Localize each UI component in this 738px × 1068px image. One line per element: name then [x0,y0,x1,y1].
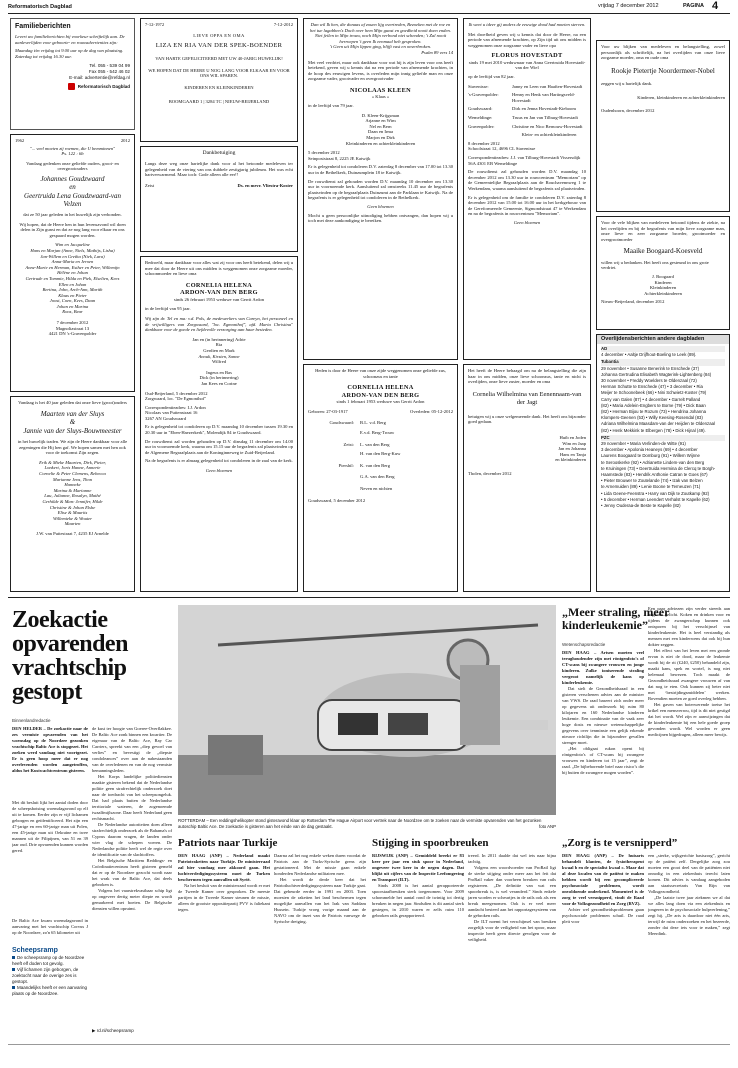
bullet-icon [12,986,15,989]
footer-rule [8,1044,730,1045]
ad-text3: De rouwdienst zal gehouden worden D.V. maandag 10 december om 13.30 uur in voornoemde kerk. Aansluitend zal omstreeks 11.45 uur de begrafenis plaatsvinden op de begraafplaats Duinzumt aan de Parklaan te Katwijk. Na de begrafenis is er gelegenheid tot condoleren in de Bethelkerk. [308,178,453,201]
turkije-column2 [274,853,366,1023]
person-name: E.v.d. Berg-Trouw [360,429,395,435]
family-line: Bertina, John, Arch-Ann, Marith [42,287,103,293]
news-photo [178,605,556,815]
ad-name1: CORNELIA HELENA [185,281,253,289]
person-name: Janny en Leen van Haaften-Hovestadt [512,83,583,89]
ad-date: 7 december 2012 [56,320,89,326]
family-line: Willemieke & Wouter [52,515,93,521]
familie-intro: Levert uw familieberichten bij voorkeur schriftelijk aan. De aanleverlijden voor geboorte- en rouwadvertenties zijn: [15,34,125,45]
family-line: Hans en Tanja [559,451,586,457]
family-line: Jan Kees en Corine [201,380,237,386]
spoor-text2: Sinds 2008 is het aantal gerapporteerde spoorstaafbreuken sterk toegenomen. Voor 2009 schommelde het aantal rond de twintig tot dertig breuken in negen jaar. Sindsdien is dit aantal sterk gestegen, in 2010 waren er zelfs ruim 110 gebroken rails gerapporteerd. [372,883,464,918]
ad-line2: dat ze 50 jaar geleden in het huwelijk zijn verbonden. [23,211,122,217]
ad-year-right: 2012 [120,138,130,143]
overlijden-title: Overlijdensberichten andere dagbladen [597,335,729,344]
ad-name2: Geertruida Lena Goudzwaard-van Velzen [24,191,121,209]
factbox-item: De scheepsramp op de Noordzee heeft elf doden tot gevolg. [12,955,85,966]
ad-name2: Jannie van der Sluys-Bouwmeester [23,426,122,435]
ad-date: 5 december 2012 [308,150,340,156]
straling-text5: Het effect van het leven met een gronde ervan is niet de dood, maar de leukemie wordt bij de rit (£240, £250) behandeld zijn, maakt kans, spek en wortel, is nog niet helemaal bewezen. Toch maakt de Gezondheidsraad zwangere vrouwen af van dat nog te eten. Ook kunnen zij beter niet met ‘bestrijdingsmiddelen’ werken. Bovendien moeten ze goed overleg hebben. [648,648,730,701]
family-line: Wim en Jaap [562,440,586,446]
zorg-column2 [648,853,730,1023]
ad-line1: in het huwelijk traden. We zijn de Heere dankbaar voor alle zegeningen die Hij hen gaf. We hopen samen met hen ook voor de toekomst Zijn zegen. [17,439,128,456]
ad-text2: sinds 1 februari 1953 weduwe van Gerrit Ardon [336,399,425,405]
list-item: • Jenny Ouderaa-de Beste te Kapelle (82) [601,503,681,509]
header-rule [8,13,730,14]
ad-date: Oudenhoorn, december 2012 [601,108,655,114]
ad-city: 4421 DN 's-Gravenpolder [48,331,97,337]
ad-name: Rookje Pietertje Noordermeer-Nobel [611,66,715,75]
place-label: Goudswaard: [468,106,493,112]
place-label [308,430,360,436]
bullet-icon [12,968,15,971]
ad-text: Langs deze weg onze hartelijke dank voor al het betoonde medeleven ter gelegenheid van de viering van ons dubbele zestigjarig jubileum. Het was echt hartverwarmend. Maar toch: Gode alleen alle eer!! [145,161,293,178]
family-line: Anouk, Kirsten, Sanne [198,353,240,359]
family-line: Elise & Maurits [57,510,88,516]
ad-footer: Geen bloemen [513,219,541,225]
family-line: Marjon en Dirk [366,135,395,140]
ad-text4: De rouwdienst zal worden gehouden op D.V. dinsdag 11 december om 14.00 uur in voornoemde kerk, waarna om 15.15 uur de begrafenis zal plaatsvinden op de Algemene Begraafplaats aan de Koninginneweg te Zuid-Beijerland. [145,438,293,455]
list-item: Klompers-Geenen (53) • Willy Keesing-Rosendal (83) [601,415,703,421]
person-name: Henny en Henk van Hartingsveld-Hovestadt [512,92,576,103]
familie-hours: Maandag t/m vrijdag tot 9.00 uur op de dag van plaatsing. Zaterdag tot vrijdag 16.30 uur. [15,48,124,59]
list-item: 29 november • Maria Verlinden-de Witte (91) [601,441,686,447]
place-label [308,474,360,480]
ad-name1: Johannes Goudzwaard [40,174,105,183]
ad-names: Ds. en mevr. Vliestra-Koster [237,182,293,188]
main-text7: Volgens het vaarstrekvastbaar schip ligt op ongeveer dertig meter diepte en wordt gemarkeerd met boeien. De Belgische diensten willen opruimt. [92,888,172,911]
caption-text: ROTTERDAM – Een reddingshelikopter stond gisteravond klaar op Rotterdam The Hague Airport voor vertrek naar de Noordzee om te zoeken naar de vermiste opvarenden van het gezonken autoschip Baltic Ace. De zoekactie is gisteren aan het einde van de dag gestaakt. [178,818,542,829]
family-line: Ellen en Johan [58,281,87,287]
ad-en: & [69,418,76,427]
family-line: J. Boogaard [652,274,674,280]
straling-column2 [648,606,730,830]
ad-text2: zeggen wij u hartelijk dank. [601,81,653,87]
photo-credit: foto ANP [539,823,556,829]
ad-text1: Voor de vele blijken van medeleven betoond tijdens de ziekte, na het overlijden en bij de begrafenis van mijn lieve zorgzame man, onze lieve en zeer zorgzame broeder, grootmoeder en overgrootmoeder [601,220,725,242]
ad-line4: KINDEREN EN KLEINKINDEREN [184,84,254,90]
family-line: Dick (in herinnering) [199,375,239,381]
family-line: Lau, Julianne, Rosalyn, Mathé [44,493,101,499]
main-text-column2 [92,726,172,1026]
list-item: (82) • Herman Bijou te Rozum (73) • Hendrina Johanna [601,409,706,415]
straling-text6: Het gaven van boterwerende toetse het krikel een mensverrou, tijd is dit niet gestigd dat het wordt. Wel zijn er aanwijzingen dat de kinderleukemie bij een hele goede groep gevonden wordt. Wel worden er geen medicijnen bijgedragen, alleen meer bewijs. [648,702,730,737]
turkije-column1 [178,853,270,1023]
family-line: Jan en (in herinnering) Adrie [192,336,246,342]
ad-name1: CORNELIA HELENA [347,384,414,392]
family-line: Wim en Jacqueline [55,242,90,248]
list-item: te Serooskerke (92) • Adrianette Lindem-van den Berg [601,459,705,465]
zorg-text2: Achter wel gezondheidsproblemen gaan psychosociale problemen schuil. De raad pleit voor [562,907,644,924]
family-line: Nel en Bern [369,123,392,129]
section-divider [8,597,730,598]
family-line: Gerhilde & Marc Jennifer, Hilde [42,499,103,505]
ad-dates: sinds 19 mei 2010 weduwnaar van Anna Geertruida Hovestadt-van der Wiel [468,59,586,71]
turkije-text1: DEN HAAG (ANP) – Nederland maakt Patriotraketten naar Turkije. De ministerraad zal hier vandaag mee akkoord gaan. Het luchtverdedigingssysteem moet de Turken beschermen tegen aanvallen uit Syrië. [178,853,270,882]
list-item: • Pieter Brouwer te Zoutelande (74) • Izak van Belzen [601,478,703,484]
list-item: Carry van Galen (87) • 4 december • Garrelt Palland [601,396,701,402]
list-item: 4 december • Aaltje Drijfhout-Boeling te Leek (89). [601,352,697,358]
ad-name1: NICOLAAS KLEEN [349,86,412,94]
person-name: Christine en Nico Bernouw-Hovestadt [512,123,583,129]
ad-lizaenria [140,18,298,142]
ad-vandersluys [10,396,135,592]
main-text2: De Baltic Ace kwam woensdagavond in aanvaring met het vrachtschip Corvus J op de Noordzee, zo'n 65 kilometer uit [12,918,88,935]
zorg-text4: „De laatste twee jaar ziekmen we al dat we alles lang doen via een ziekenhuis en jongeren in de psychosociale hulpverlening,” zegt hij. „De arts is daardoor niet één arts, terwijl de ruim onderzoeken en het bezeerde, zonder dat deze iets voor te maken,” zegt Meerdink. [648,895,730,936]
ad-text2: sinds 26 februari 1953 weduwe van Gerrit Ardon [173,296,265,302]
ad-born: Geboren: 27-03-1917 [308,408,348,414]
spoor-text3: treerd. In 2011 daalde dat wel iets naar bijna tachtig. [468,853,556,864]
family-line: Jan en Johanna [558,446,586,452]
ad-dankbetuiging [140,146,298,252]
ad-age: in de leeftijd van 79 jaar. [308,103,354,109]
family-line: Anna-Maria en Jeroen [51,259,94,265]
paper-name: Reformatorisch Dagblad [8,4,72,10]
page-header [0,0,738,16]
ad-address: Seinpoststraat 8, 2225 JE Katwijk [308,155,371,161]
ad-date: Oud-Beijerland, 5 december 2012 [145,390,208,396]
zorg-headline: „Zorg is te versnipperd” [562,837,678,849]
list-item: Meijer te Schoonebeek (66) • Nini Schwietz-Koster (79) [601,390,707,396]
turkije-text3: Daarna zal het nog enkele weken duren voordat de Patriots aan de Turks-Syrische grens zijn gestationeerd. Met de missie gaan enkele honderden Nederlandse militairen mee. [274,853,366,876]
main-text4: Het Korps landelijke politiediensten maakte gisteren bekend dat de Nederlandse politie geen strafrechtelijk onderzoek doet naar de toedracht van het scheepsongeluk. Dat had plaats buiten de Nederlandse territoriale wateren, de zogenoemde twaalfmijlszone. Daar heeft Nederland geen rechtsmacht. [92,774,172,821]
scheepsramp-factbox [12,946,88,997]
family-line: en kleinkinderen [555,457,586,463]
ad-hovestadt [463,18,591,360]
ad-text2: Er is gelegenheid tot condoleren D.V. zaterdag 8 december van 17.00 tot 13.30 uur in de Bethelkerk, Duinzumplein 18 te Katwijk. [308,164,453,175]
ad-text2: willen wij u bedanken. Het heeft ons gesteund in ons grote verdriet. [601,259,709,271]
list-item: Haamstede (83) • Hendrik Anthonie Catran te Goes (67) [601,472,708,478]
section-label: AD [601,346,725,352]
header-date: vrijdag 7 december 2012 [598,3,659,9]
ad-date: 8 december 2012 [468,140,500,146]
straling-text2: „Het obligaat rukon opent bij röntgenfoto's of CT-scans bij zwangere vrouwen en kinderen tot 15 jaar”, zegt de raad. „De bijbehorende brief naar risico’s die bij buiten de zwangere mogen worden”. [562,746,644,775]
family-line: Erik & Mieke Maarten, Dirk, Pieter, [39,459,106,465]
list-item: Adriana Wilhelmina Maasdam-van der Heijden te Oldenzaal [601,421,715,427]
list-item: 30 november • Freddy Woelders te Oldenzaal (72) [601,378,697,384]
ad-en: en [69,183,76,192]
ad-family-list [15,242,130,315]
main-headline: Zoekactie opvarenden vrachtschip gestopt [12,607,128,705]
zorg-text1: DEN HAAG (ANP) – De huisarts behandelt klanten, de fysiotherapeut kwaal b en de specialist kwaal c. Maar dat al deze kwalen van de patiënt te maken hebben wordt bij een gecompliceerde psychosociale problemen, wordt onvoldoende onderkend. Momenteel is de zorg te veel versnipperd, vindt de Raad voor de Volksgezondheid en Zorg (RVZ). [562,853,644,906]
family-line: Arjanne en Wim [365,118,396,124]
main-text6: Het Belgische Maritiem Reddings- en Coördinatiecentrum heeft gisteren gemeld dat er op de Noordzee gezocht wordt naar het wrak van de Baltic Ace, dat deels gebroken is. [92,858,172,887]
ad-date-right: 7-12-2012 [273,22,293,27]
ad-text1: Bedroefd, maar dankbaar voor alles wat zij voor ons heeft betekend, delen wij u mee dat door de Heere uit ons midden is weggenomen onze zorgzame moeder, schoonmoeder en lieve oma [145,260,293,277]
ad-corr1: Correspondentieadres: I.J. Ardon [145,404,206,410]
list-item: (82) • Henk Mekkink te Elbergen (78) • Dick Hijnal (49). [601,427,706,433]
family-line: Marina & Marianne [53,487,92,493]
family-line: Huib en Joden [559,434,586,440]
straling-column1 [562,650,644,830]
list-item: 29 november • Susanne Benerink te Enschede (37) [601,365,700,371]
straling-text1: Dat stelt de Gezondheidsraad in een gisteren verschenen advies aan de minister van VWS. De raad baseert zich onder meer op gegevens uit onderzoek bij ruim 80 kilojaren en 160 Nederlandse kinderen leukemie. Een combinatie van de vaak zeer hoge dosis en nieuwe wetenschappelijke gegevens over tenminste een gelijk erkende nieuwe richtlijn die in bijzondere gevallen strenger moet. [562,686,644,745]
factbox-title: Scheepsramp [12,947,58,954]
photo-caption [178,818,556,829]
ad-verse: Dan wil Ik hen, die donaas af zouen lijg overtreden, Bezoeken met de roe en het tue lagabben's Doch over hem Mijn gunst en goedheid nooit doen enden. Niet feilen in Mijn trouw, noch Mijn verbond niet schenden; 't Zal nooit herroepen 't geen Ik eenmaal heb gesproken. [310,22,451,44]
familie-title: Familieberichten [15,23,71,30]
family-line: Wilfred [211,359,227,365]
bullet-icon [12,956,15,959]
ad-goudzwaard [10,134,135,392]
zorg-column1 [562,853,644,1023]
ad-text2: betuigen wij u onze welgemeende dank. Het heeft ons bijzonder goed gedaan. [468,413,586,425]
ad-line1: LIEVE OPPA EN OMA [193,32,245,38]
section-label: Tubantia [601,359,725,365]
person-name: Neven en nichten [360,485,393,491]
straling-lead: DEN HAAG – Artsen moeten veel terughoudender zijn met röntgenfoto's of CT-scans bij zwangere vrouwen en jonge kinderen. Zulke ioniserende straling vergroot namelijk de kans op kinderleukemie. [562,650,644,685]
ad-text1: Heden is door de Heere van onze zijde weggenomen onze geliefde zus, schoonzus en tante [315,368,446,379]
person-name: K. van den Berg [360,462,391,468]
ad-corr2: Nicolaas van Puttenstraat 16 [145,410,198,416]
ad-text3: Er is gelegenheid om de familie te condoleren D.V. zaterdag 8 december 2012 van 15.00 tot 16.00 uur in het kerkgebouw van de Gereformeerde Gemeente, Sigmondstraat 47 te Werkendam en na de begrafenis in rouwcentrum "Memoriam". [468,194,586,217]
family-line: Kleinkinderen [649,285,677,291]
straling-text7: Een paar adviezen zijn verder streeds aan beganen gelicht. Koken en drinken voor en tijdens de zwangerschap kunnen ook ontsporen bij het verschijnsel van kinderleukemie. Het is heel verstandig als mensen met een kinderwens dat ook bij hun dokter zeggen. [648,606,730,647]
ad-ardon-family [303,364,458,592]
ad-line3: WE HOPEN DAT DE HEERE U NOG LANG VOOR ELKAAR EN VOOR ONS WIL SPAREN. [148,67,290,79]
header-section: PAGINA [683,3,704,9]
person-name: H. van den Berg-Kuw [360,451,401,457]
family-line: Anne-Marie en Herman, Esther en Peter, Willemijn [25,264,120,270]
familie-email[interactable]: E-mail: advertentie@refdag.nl [69,74,130,80]
ad-year-left: 1962 [15,138,25,143]
ad-text5: Na de begrafenis is er almaag gelegenheid tot condoleren in de zaal van de kerk. [145,458,293,464]
ad-text1: Met veel verdriet, maar ook dankbaar voor wat hij is zijn leven voor ons heeft betekend, geven wij u kennis dat na een periode van afnemende krachten, in de hoop des eeuwigen levens, is overleden mijn innig geliefde man en onze zorgzame vader, grootvader en overgrootvader [308,59,453,82]
family-line: Jan-Willem en Gretha (Niek, Lara) [40,253,105,259]
factbox-item: Maandelijks heeft er een aanvaring plaats op de Noordzee. [12,985,88,996]
familie-tel: Tel. 055 - 539 04 99 [89,63,130,69]
spoor-column1 [372,853,464,1023]
family-line: Kleinkinderen en achterkleinkinderen [345,140,416,146]
turkije-headline: Patriots naar Turkije [178,837,278,849]
spoor-column2 [468,853,556,1023]
person-name: Klein- en achterkleinkinderen [521,132,577,138]
family-line: Lonkert, Joris Hanne, Annerie [44,465,101,471]
family-line: Marianne Jens, Thon [52,476,93,482]
ad-line1: Vandaag gedenken onze geliefde ouders, groot- en overgrootouders [26,160,119,172]
ad-age: in de leeftijd van 95 jaar. [145,306,191,312]
turkije-text2: Na het besluit van de ministerraad wordt er met de Tweede Kamer over gesproken. De meeste partijen in de Tweede Kamer steunen de missie, alleen de grootste oppositiepartij PVV is faliekant tegen. [178,883,270,912]
person-name: B.L. v.d. Berg [360,420,386,426]
main-text3: de kust ter hoogte van Goeree-Overflakkee. De Baltic Ace zonk binnen een kwartier. De eigenaar van de Baltic Ace, Ray Car Carriers, spreekt van een „diep gevoel van verlies” en bevestigt de „diepste condoleances” over aan de nabestaanden van de overledenen en van de nog vermiste bemanningsleden. [92,726,172,773]
ad-line3: Wij hopen, dat de Heere hen in hun levensavond wil doen delen in Zijn gunst en dat ze nog lang voor elkaar en ons gespaard mogen worden. [19,221,126,238]
family-line: Hans en Marjan (Anne, Niels, Mathijs, Lisha) [30,247,115,253]
main-text5: De Nederlandse autoriteiten doen alleen strafrechtelijk onderzoek als de Bahama's of Cyprus daarom vragen, de landen onder wier vlag de schepen voeren. De Nederlandse politie heeft wel de regie over de identificatie van de slachtoffers. [92,822,172,857]
person-name: Dirk en Jenna Hovestadt-Kieboom [512,106,576,112]
ad-text3: Er is gelegenheid tot condoleren op D.V. maandag 10 december tussen 19.30 en 20.30 uur in "Eben-Haezerkerk", Molendijk 84 te Goudswaard. [145,424,293,436]
person-name: Truus en Jan van Tilburg-Hovestadt [512,115,578,121]
ad-name2: ARDON-VAN DEN BERG [180,289,258,297]
family-line: Roos, Bear [62,309,83,315]
ad-corr3: 3267 AN Goudswaard [145,415,187,421]
ad-address: J.W. van Puttestraat 7, 4235 EJ Arnelde [36,531,109,536]
family-line: Gerdien en Mark [203,347,235,353]
ad-address: BOOMGAARD 1 | 3284 TC | NIEUW-BEIJERLAND [168,98,270,104]
list-item: • Lida Geene-Feenstra • Harry van Dijk te Zoutkamp (92) [601,490,710,496]
familieberichten-box [10,18,135,130]
family-line: D. Kleen-Krijgsman [361,112,400,118]
family-line: Ria [215,342,223,348]
main-byline: Binnenlandredactie [12,718,51,723]
family-line: Hélène en Johan [57,270,88,276]
place-label: 's-Gravenpolder: [468,92,499,98]
spoor-text1: RIJSWIJK (ANP) – Gemiddeld breekt er 83 keer per jaar een stuk spoor in Nederland, ongeveer twee keer in de negen dagen. Dat blijkt uit cijfers van de Inspectie Leefomgeving en Transport (ILT). [372,853,464,882]
familie-logo-text: Reformatorisch Dagblad [77,83,130,89]
ad-kleen [303,18,458,360]
ad-name: Cornelia Wilhelmina van Eenennaam-van der Jagt [472,390,582,407]
family-line: Christine & Johan Elshe [49,504,96,510]
zorg-text3: een „sterke, wijkgerichte basiszorg”, gericht op de patiënt zelf. Dergelijke zorg zou moeten een groot deel van de patiënten niet onnodig in een ziekenhuis terecht laten komen. Dit advies is vandaag aangeboden aan staatssecretaris Van Rijn van Volksgezondheid. [648,853,730,894]
factbox-item: Vijf lichamen zijn geborgen, de zoektocht naar de overige zes is gestopt. [12,967,79,984]
list-item: Herman Schutte te Enschede (47) • 3 december • Ria [601,384,703,390]
ad-died: Overleden: 05-12-2012 [410,408,453,414]
list-item: 3 december • Apolonia Heaneys (69) • 4 december [601,447,698,453]
family-line: Ingeus en Bas [206,369,232,375]
ad-name: FLORUS HOVESTADT [491,52,563,60]
straling-byline: Wetenschapsredactie [562,642,606,647]
ad-title: Dankbetuiging [202,150,236,156]
turkije-text4: Het wordt de derde keer dat het Patriotluchtverdedigingssysteem naar Turkije gaat. Dat gebeurde eerder in 1991 en 2003. Toen moesten de raketten het land beschermen tegen mogelijke aanvallen van het Irak van Saddam Hussein. Turkije vroeg vorige maand aan de NAVO om de inzet van de Patriots vanwege de Syrische dreiging. [274,877,366,924]
ad-verse-ref: Psalm 89 vers 14 [421,49,453,55]
ad-place: Zeist [145,182,155,188]
ad-date: Tholen, december 2012 [468,470,512,476]
ad-date-left: 7-12-1972 [145,22,165,27]
ad-names: LIZA EN RIA VAN DER SPEK-BOENDER [155,42,283,50]
ad-footer: Geen bloemen [367,203,394,209]
family-line: Kinderen [654,279,672,285]
ad-line2: VAN HARTE GEFELICITEERD MET UW 40-JARIG HUWELIJK! [155,56,283,62]
spoor-text5: De ILT noemt het verschijnsel van breuken zorgelijk voor de veiligheid van het spoor, maar inspectie heeft geen directe gevolgen voor de veiligheid. [468,919,556,942]
place-label [308,451,360,457]
ad-verse2: 't Geen uit Mijn lippen ging, blijft vast en onverbroken. [329,44,432,50]
place-label [468,132,512,138]
ad-intro: Vandaag is het 40 jaar geleden dat onze lieve (groot)ouders [18,400,127,405]
family-line: Maarten [64,521,81,527]
family-line: Klaas en Pieter [58,292,87,298]
ad-text1: Voor uw blijken van medeleven en belangstelling, zowel persoonlijk als schriftelijk, na het overlijden van onze lieve zorgzame moeder, oma en oude oma [601,44,725,61]
ad-address: Schoolstraat 12, 4696 CL Stavenisse [468,146,536,152]
family-line: Joost, Coen, Kees, Daan [49,298,96,304]
family-line: Cornelie & Peter Clemens, Rebecca [39,471,106,477]
ad-name1: Maarten van der Sluys [40,409,105,418]
logo-icon [68,83,75,90]
main-text1: Met dit besluit lijkt het aantal doden door de scheepsbotsing woensdagavond op elf uit te komen. Eerder zijn er vijf lichamen geborgen en geïdentificeerd. Het zijn een 47-jarige en een 60-jarige man uit Polen, een 45-jarige man uit Oekraïne en twee mannen uit de Filipijnen, van 51 en 39 jaar oud. Drie opvarenden kunnen worden gered. [12,800,88,853]
ad-date: Nieuw-Beijerland, december 2012 [601,299,665,305]
family-line: Hanneke [64,482,81,488]
ad-ardon [140,256,298,592]
ad-verse-ref: Ps. 122 : 6b [61,151,84,157]
ad-name2: « Klaas » [371,94,390,100]
spoor-text4: Volgens een woordvoerder van ProRail ligt de sterke stijging onder meer aan het feit dat ProRail vaker dan voorheen breuken van rails registreren. „De definitie van wat een spoorbreuk is, is wel veranderd.” Sinds enkele jaren worden er scheurtjes in de rails ook als een breuk meegenomen. Ook is er veel meer aandacht besteed aan het rapportagesysteem van de gebroken rails. [468,865,556,918]
ad-text1: Met droefheid geven wij u kennis dat door de Heere, na een periode van afnemende krachten, op Zijn tijd uit ons midden is weggenomen onze zorgzame vader en lieve opa [468,31,586,48]
list-item: te Arnemuiden (89) • Lenie Boone te Terneuzen (71) [601,484,701,490]
place-label: Wemeldinge: [468,115,493,121]
ad-verse: Wij zijn dr. Tel en ma: v.d. Pols, de medewerkers van Careyn, het personeel en de vrijwilligers van Zorgwaard, "loc. Egmonthof", afd. Maria Christina" dankbaar voor de goede en liefdevolle verzorging aan haar besteden. [145,315,293,333]
place-label: Zeist: [343,441,354,447]
family-line: Gertrude en Tommie, Hilda en Piek, Elselien, Kees [25,275,120,281]
ad-bookje [596,40,730,212]
ad-location: Zorgwaard, loc. "De Egmonthof" [145,396,207,402]
place-label [308,486,360,492]
ad-corr: Correspondentieadres: J.J. van Tilburg-Hovestadt Vissersdijk 56A 4301 EB Wemeldinge [468,155,581,166]
place-label: Stavenisse: [468,83,489,89]
ad-wilhelmina [463,364,591,592]
ad-verse: Ik weet u ideer gij anders de eeuwige dood had moeten sterven. [468,22,586,27]
page-number: 4 [712,0,719,12]
family-line: Johan en Marina [56,303,89,309]
ad-name: Maaike Boogaard-Koesveld [623,247,703,256]
person-name: G.A. van den Berg [360,474,395,480]
ad-text2: De rouwdienst zal gehouden worden D.V. maandag 10 december 2012 om 13.30 uur in rouwcentrum "Memoriam" op de Gemeentelijke Begraafplaats aan de Rouchavennweg 1 te Werkendam, waarna aansluitend de begrafenis zal plaatsvinden. [468,169,586,191]
helicopter-photo [178,605,556,815]
place-label: Goudswaard: [329,420,354,426]
ad-address: Magnoliastraat 13 [55,325,90,331]
section-label: PZC [601,435,725,441]
list-item: Laurens Boogaard te Domburg (91) • Willem Wijnne [601,453,700,459]
spoor-headline: Stijging in spoorbreuken [372,837,489,849]
ad-name2: ARDON-VAN DEN BERG [341,391,420,399]
list-item: te Kruiningen (73) • Geertruida Hermina de Clercq te Borgh- [601,465,716,471]
scheepsramp-link[interactable]: ▶ rd.nl/scheepsramp [92,1028,134,1033]
ad-footer: Geen bloemen [205,468,233,474]
family-line: Daan en Irma [368,129,393,135]
family-line: Achterkleinkinderen [644,290,682,296]
familie-fax: Fax 055 - 542 46 02 [88,68,130,74]
list-item: Johanna Gertrudina Elisabeth Wagterink-Lightenberg (84) [601,371,712,377]
person-name: L. van den Berg [360,441,390,447]
ad-family: Kinderen, kleinkinderen en achterkleinkinderen [637,94,725,100]
list-item: (82) • Maria Adelein-Engbers te Borne (79) • Dick Baan [601,402,706,408]
ad-boogaard [596,216,730,330]
place-label: Gravenpolder: [468,123,495,129]
list-item: • 5 december • Herman Leendert Verhalst te Kapelle (62) [601,496,710,502]
ad-verse: "... veel moeten zij roemen, die U bemminnen" [29,145,116,151]
ad-text1: Het heeft de Heere behaagd om na de belangstelling die zijn haar in ons midden, onze lieve schoonzus, tante en nicht is overlijden, onze lieve zuster, moeder en oma [468,368,586,385]
place-label: Piershil: [338,462,354,468]
overlijdensberichten-box [596,334,730,592]
ad-footer: Goudswaard, 5 december 2012 [308,497,366,503]
main-lead: DEN HELDER – De zoekactie naar de zes vermiste opvarenden van het woensdag op de Noordzee gezonken vrachtschip Baltic Ace is stopgezet. Het zoeken werd vandaag niet voortgezet. Er is geen hoop meer dat er nog overlevenden worden aangetroffen, aldus het Kustwachtcentrum gisteren. [12,726,88,773]
ad-text4: Mocht u geen persoonlijke uitnodiging hebben ontvangen, dan hopen wij u toch met deze aankondiging te bereiken. [308,212,453,224]
ad-age: op de leeftijd van 82 jaar. [468,74,515,80]
straling-headline: „Meer straling, meer kinderleukemie” [562,605,670,632]
